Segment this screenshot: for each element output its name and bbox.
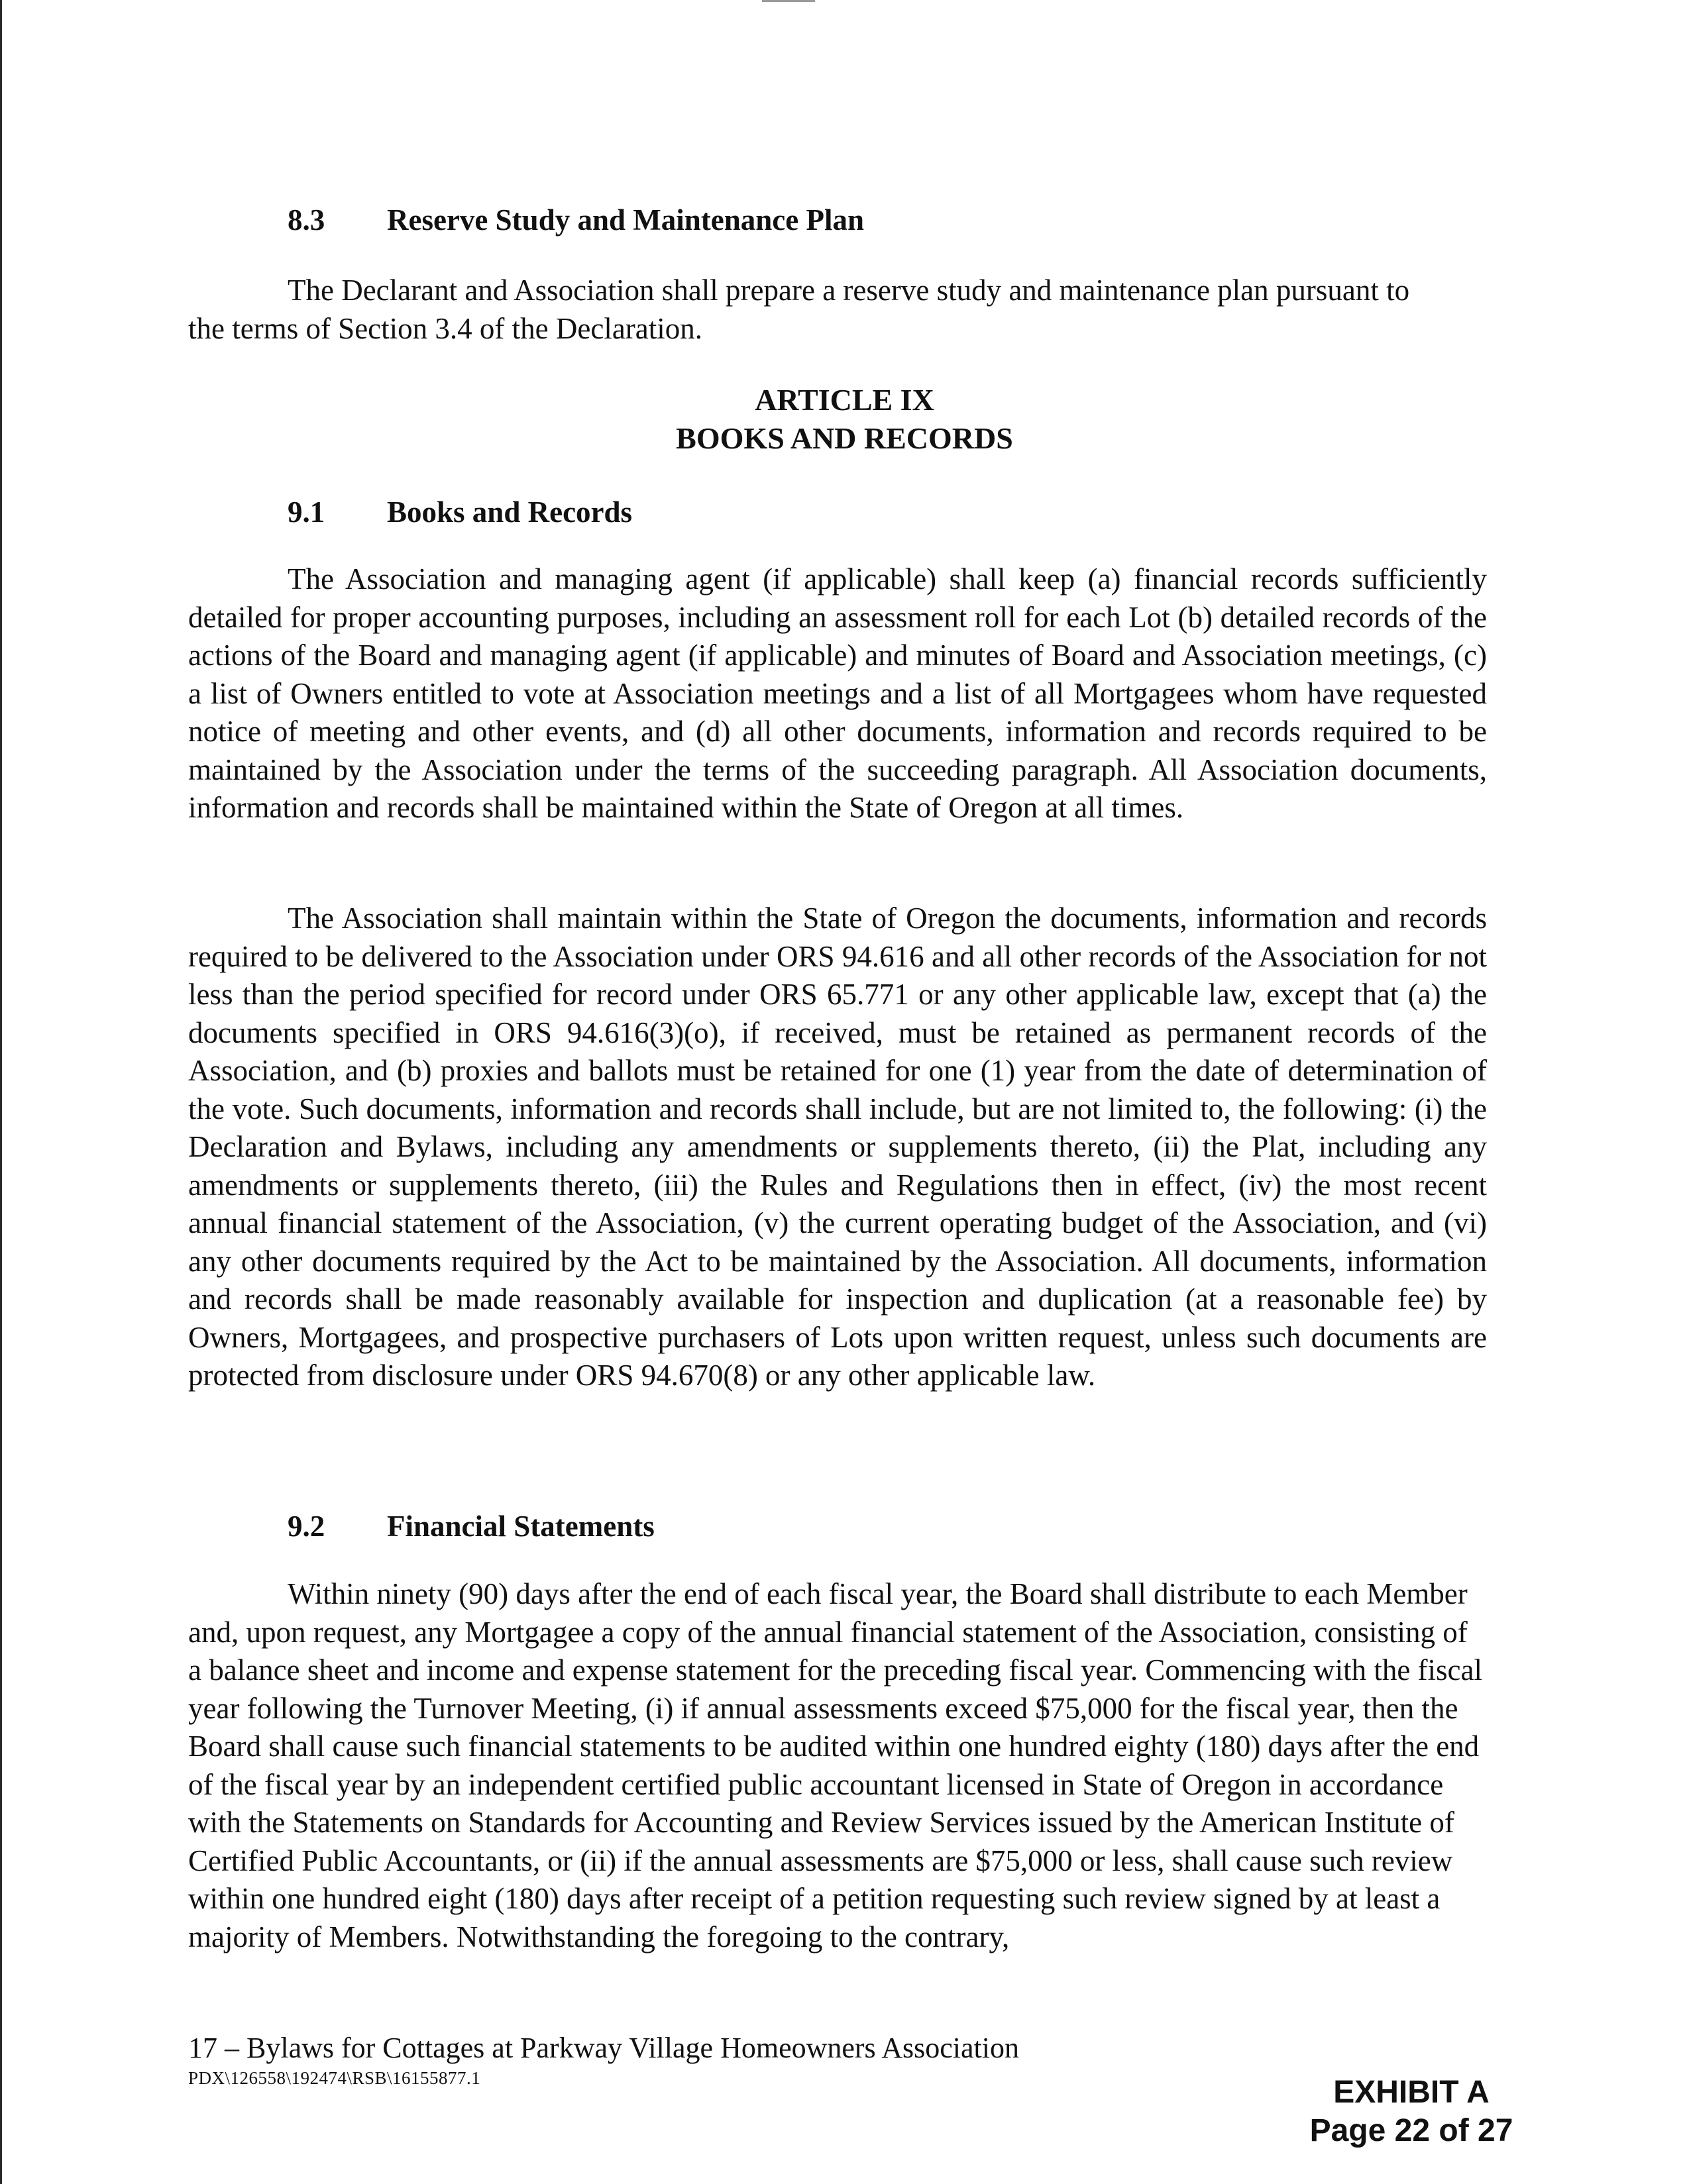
scan-edge xyxy=(0,0,2,2184)
section-9-1-number: 9.1 xyxy=(288,495,325,529)
exhibit-page-number: Page 22 of 27 xyxy=(1309,2113,1513,2148)
exhibit-label: EXHIBIT A xyxy=(1333,2075,1490,2110)
section-8-3-heading xyxy=(288,201,864,238)
section-9-1-title: Books and Records xyxy=(387,495,633,529)
footer-page-line: 17 – Bylaws for Cottages at Parkway Village Homeowners Association xyxy=(188,2032,1019,2064)
section-9-1-paragraph-1: The Association and managing agent (if applicable) shall keep (a) financial records sufficiently detailed for proper accounting purposes, including an assessment roll for each Lot (b) detailed records of the actions of the Board and managing agent (if applicable) and minutes of Board and Association meetings, (c) a list of Owners entitled to vote at Association meetings and a list of all Mortgagees whom have requested notice of meeting and other events, and (d) all other documents, information and records required to be maintained by the Association under the terms of the succeeding paragraph. All Association documents, information and records shall be maintained within the State of Oregon at all times. xyxy=(188,562,1487,824)
section-9-2-body: Within ninety (90) days after the end of each fiscal year, the Board shall distribute to each Member and, upon request, any Mortgagee a copy of the annual financial statement of the Association, consisting of a balance sheet and income and expense statement for the preceding fiscal year. Commencing with the fiscal year following the Turnover Meeting, (i) if annual assessments exceed $75,000 for the fiscal year, then the Board shall cause such financial statements to be audited within one hundred eighty (180) days after the end of the fiscal year by an independent certified public accountant licensed in State of Oregon in accordance with the Statements on Standards for Accounting and Review Services issued by the American Institute of Certified Public Accountants, or (ii) if the annual assessments are $75,000 or less, shall cause such review within one hundred eight (180) days after receipt of a petition requesting such review signed by at least a majority of Members. Notwithstanding the foregoing to the contrary, xyxy=(188,1577,1482,1953)
footer-document-id: PDX\126558\192474\RSB\16155877.1 xyxy=(188,2068,481,2088)
section-8-3-body: The Declarant and Association shall prepare a reserve study and maintenance plan pursuant to the terms of Section 3.4 of the Declaration. xyxy=(188,274,1410,345)
section-9-2-heading xyxy=(288,1508,655,1545)
section-8-3-title: Reserve Study and Maintenance Plan xyxy=(387,203,864,236)
article-number: ARTICLE IX xyxy=(755,383,934,417)
scan-mark xyxy=(762,0,815,2)
section-9-2-number: 9.2 xyxy=(288,1510,325,1543)
article-title: BOOKS AND RECORDS xyxy=(676,421,1013,455)
section-9-2-title: Financial Statements xyxy=(387,1510,655,1543)
section-9-1-paragraph-2: The Association shall maintain within the State of Oregon the documents, information and records required to be delivered to the Association under ORS 94.616 and all other records of the Association for not less than the period specified for record under ORS 65.771 or any other applicable law, except that (a) the documents specified in ORS 94.616(3)(o), if received, must be retained as permanent records of the Association, and (b) proxies and ballots must be retained for one (1) year from the date of determination of the vote. Such documents, information and records shall include, but are not limited to, the following: (i) the Declaration and Bylaws, including any amendments or supplements thereto, (ii) the Plat, including any amendments or supplements thereto, (iii) the Rules and Regulations then in effect, (iv) the most recent annual financial statement of the Association, (v) the current operating budget of the Association, and (vi) any other documents required by the Act to be maintained by the Association. All documents, information and records shall be made reasonably available for inspection and duplication (at a reasonable fee) by Owners, Mortgagees, and prospective purchasers of Lots upon written request, unless such documents are protected from disclosure under ORS 94.670(8) or any other applicable law. xyxy=(188,902,1487,1392)
section-8-3-number: 8.3 xyxy=(288,203,325,236)
section-9-1-heading xyxy=(288,494,632,531)
